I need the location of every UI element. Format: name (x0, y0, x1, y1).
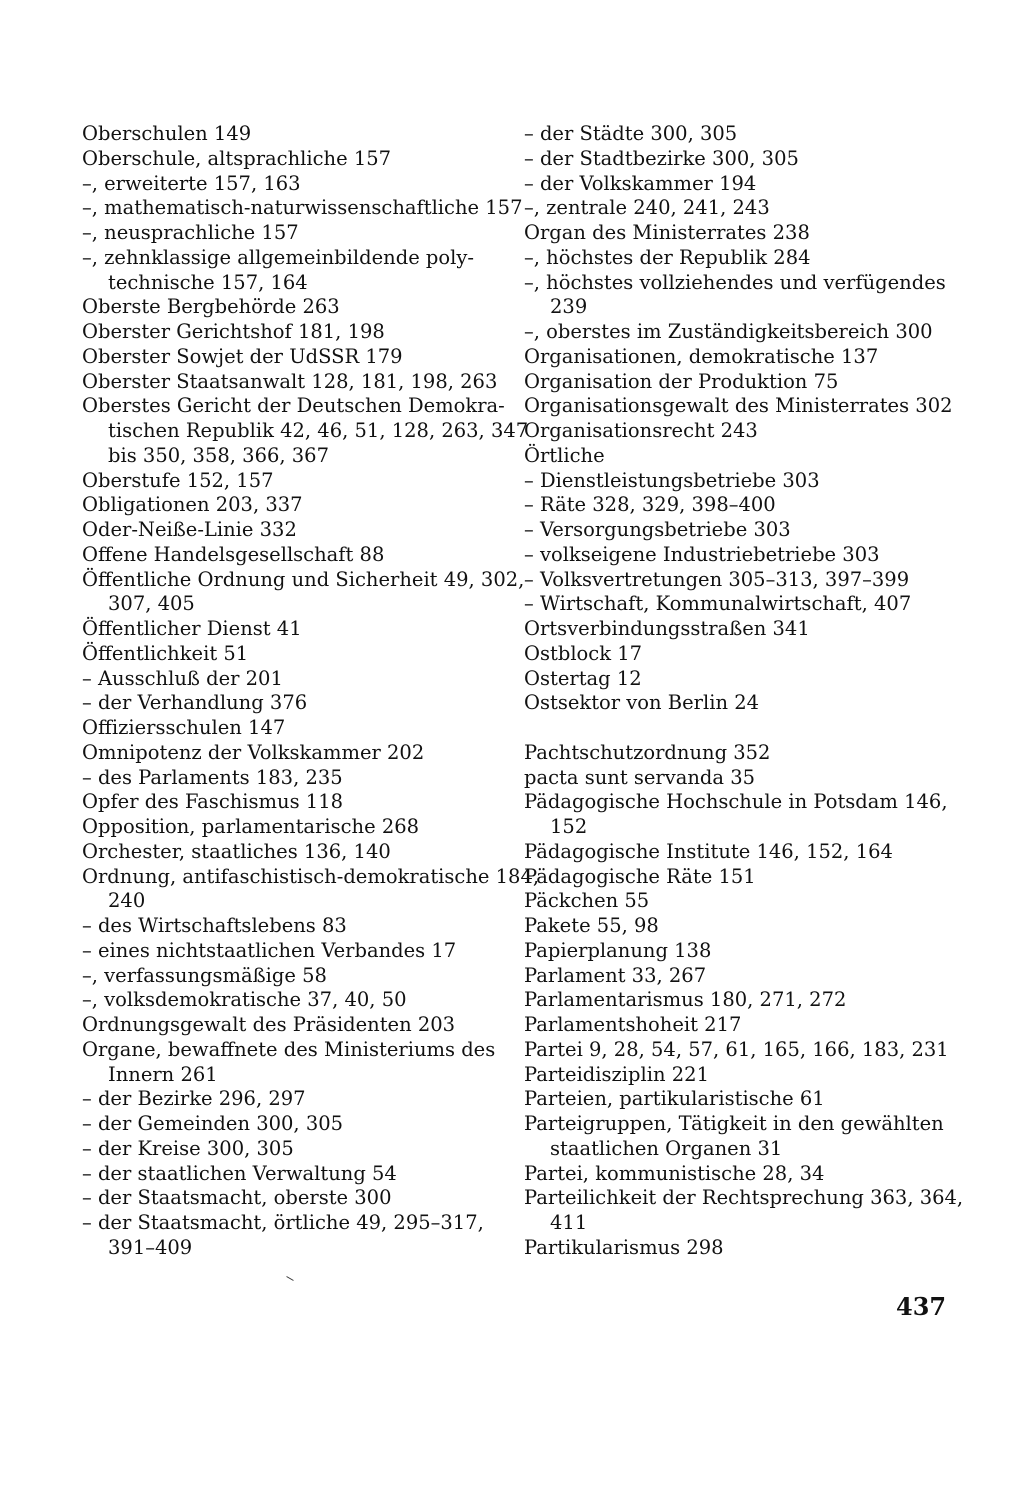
page-number: 437 (896, 1292, 947, 1321)
index-entry: Offiziersschulen 147 (82, 716, 286, 739)
index-entry: Oberschulen 149 (82, 122, 252, 145)
index-entry: Öffentlicher Dienst 41 (82, 617, 302, 640)
index-entry: pacta sunt servanda 35 (524, 765, 756, 789)
index-entry: Oberste Bergbehörde 263 (82, 295, 340, 319)
index-entry-continuation: 307, 405 (108, 592, 195, 616)
index-entry: –, zentrale 240, 241, 243 (524, 196, 770, 220)
index-entry: Parlamentarismus 180, 271, 272 (524, 988, 847, 1012)
index-entry: – Volksvertretungen 305–313, 397–399 (524, 567, 910, 591)
index-entry: Parteidisziplin 221 (524, 1062, 709, 1086)
index-entry: Organe, bewaffnete des Ministeriums des (82, 1037, 496, 1061)
index-entry: Offene Handelsgesellschaft 88 (82, 542, 385, 566)
index-entry-continuation: 239 (550, 295, 588, 319)
index-entry: Papierplanung 138 (524, 938, 712, 962)
index-entry: Partikularismus 298 (524, 1235, 724, 1259)
index-column-right (524, 122, 964, 1261)
index-entry: – der Kreise 300, 305 (82, 1136, 294, 1160)
index-entry: – eines nichtstaatlichen Verbandes 17 (82, 938, 457, 962)
index-entry-continuation: bis 350, 358, 366, 367 (108, 443, 329, 467)
letter-section-gap (524, 716, 944, 741)
index-entry: – des Wirtschaftslebens 83 (82, 914, 347, 937)
index-entry: – der Staatsmacht, oberste 300 (82, 1186, 392, 1210)
index-entry: Ostblock 17 (524, 641, 643, 665)
index-entry: Oberschule, altsprachliche 157 (82, 146, 392, 170)
index-entry: Oberster Staatsanwalt 128, 181, 198, 263 (82, 369, 498, 393)
index-entry: Öffentliche Ordnung und Sicherheit 49, 302, (82, 567, 525, 591)
index-entry: Organisationen, demokratische 137 (524, 344, 879, 368)
index-entry: Pachtschutzordnung 352 (524, 740, 771, 764)
index-entry: Partei, kommunistische 28, 34 (524, 1161, 825, 1185)
index-entry: Organ des Ministerrates 238 (524, 221, 810, 244)
index-entry: –, neusprachliche 157 (82, 221, 299, 244)
index-entry: – der Stadtbezirke 300, 305 (524, 146, 799, 170)
index-column-left (82, 122, 540, 1261)
index-entry: Organisationsgewalt des Ministerrates 302 (524, 394, 953, 418)
index-entry: Pädagogische Räte 151 (524, 864, 756, 888)
index-entry: Parteilichkeit der Rechtsprechung 363, 364, (524, 1186, 964, 1210)
index-entry: Pädagogische Institute 146, 152, 164 (524, 839, 893, 863)
index-entry-continuation: 411 (550, 1211, 588, 1234)
index-entry: –, zehnklassige allgemeinbildende poly- (82, 245, 474, 269)
index-entry: Örtliche (524, 443, 605, 467)
index-entry: Parteigruppen, Tätigkeit in den gewählten (524, 1112, 944, 1135)
index-entry-continuation: 240 (108, 889, 146, 913)
stray-mark (286, 1276, 293, 1281)
index-entry: Partei 9, 28, 54, 57, 61, 165, 166, 183, 231 (524, 1037, 949, 1061)
index-entry: – Räte 328, 329, 398–400 (524, 493, 776, 517)
index-entry: Ostertag 12 (524, 666, 642, 690)
index-entry: Parteien, partikularistische 61 (524, 1087, 825, 1111)
index-entry: – Wirtschaft, Kommunalwirtschaft, 407 (524, 592, 912, 616)
index-entry-continuation: staatlichen Organen 31 (550, 1136, 783, 1160)
index-entry: Oder-Neiße-Linie 332 (82, 518, 297, 541)
index-entry: Oberstufe 152, 157 (82, 468, 274, 492)
index-entry: – der Staatsmacht, örtliche 49, 295–317, (82, 1211, 484, 1234)
index-entry: Oberster Gerichtshof 181, 198 (82, 320, 385, 343)
index-entry: – der Verhandlung 376 (82, 691, 308, 715)
index-entry: – volkseigene Industriebetriebe 303 (524, 542, 880, 566)
index-entry: Parlamentshoheit 217 (524, 1013, 742, 1036)
index-entry: Ortsverbindungsstraßen 341 (524, 617, 810, 640)
index-entry: Päckchen 55 (524, 889, 650, 913)
index-entry-continuation: 152 (550, 815, 588, 838)
index-entry: Öffentlichkeit 51 (82, 641, 249, 665)
index-entry: Pädagogische Hochschule in Potsdam 146, (524, 790, 948, 814)
index-entry: –, volksdemokratische 37, 40, 50 (82, 988, 407, 1012)
index-entry: Opposition, parlamentarische 268 (82, 815, 420, 838)
index-entry: Pakete 55, 98 (524, 914, 659, 937)
index-entry: Ostsektor von Berlin 24 (524, 691, 760, 715)
index-entry: Organisationsrecht 243 (524, 419, 758, 442)
index-entry-continuation: Innern 261 (108, 1062, 218, 1086)
index-entry: –, verfassungsmäßige 58 (82, 963, 327, 987)
index-entry: –, erweiterte 157, 163 (82, 171, 301, 195)
index-entry-continuation: 391–409 (108, 1235, 193, 1259)
index-entry: – der Städte 300, 305 (524, 122, 738, 145)
index-entry: Obligationen 203, 337 (82, 493, 303, 517)
index-entry: – der Gemeinden 300, 305 (82, 1112, 344, 1135)
index-entry: – der staatlichen Verwaltung 54 (82, 1161, 397, 1185)
index-entry: Oberster Sowjet der UdSSR 179 (82, 344, 403, 368)
index-entry-continuation: tischen Republik 42, 46, 51, 128, 263, 347 (108, 419, 529, 442)
index-entry: Ordnung, antifaschistisch-demokratische 184, (82, 864, 540, 888)
index-entry: – des Parlaments 183, 235 (82, 765, 343, 789)
index-entry: – Dienstleistungsbetriebe 303 (524, 468, 820, 492)
index-entry: – der Volkskammer 194 (524, 171, 757, 195)
index-entry: Opfer des Faschismus 118 (82, 790, 344, 814)
index-entry: –, mathematisch-naturwissenschaftliche 157 (82, 196, 523, 220)
index-entry: –, höchstes der Republik 284 (524, 245, 811, 269)
index-entry: – Ausschluß der 201 (82, 666, 283, 690)
index-entry: Ordnungsgewalt des Präsidenten 203 (82, 1013, 456, 1036)
index-entry: Omnipotenz der Volkskammer 202 (82, 740, 425, 764)
index-entry: –, höchstes vollziehendes und verfügendes (524, 270, 946, 294)
index-entry: Organisation der Produktion 75 (524, 369, 839, 393)
index-entry: Oberstes Gericht der Deutschen Demokra- (82, 394, 505, 418)
index-entry: – der Bezirke 296, 297 (82, 1087, 306, 1111)
index-entry: –, oberstes im Zuständigkeitsbereich 300 (524, 320, 933, 343)
index-entry: Parlament 33, 267 (524, 963, 707, 987)
index-entry-continuation: technische 157, 164 (108, 270, 308, 294)
index-entry: Orchester, staatliches 136, 140 (82, 839, 391, 863)
index-entry: – Versorgungsbetriebe 303 (524, 518, 791, 541)
